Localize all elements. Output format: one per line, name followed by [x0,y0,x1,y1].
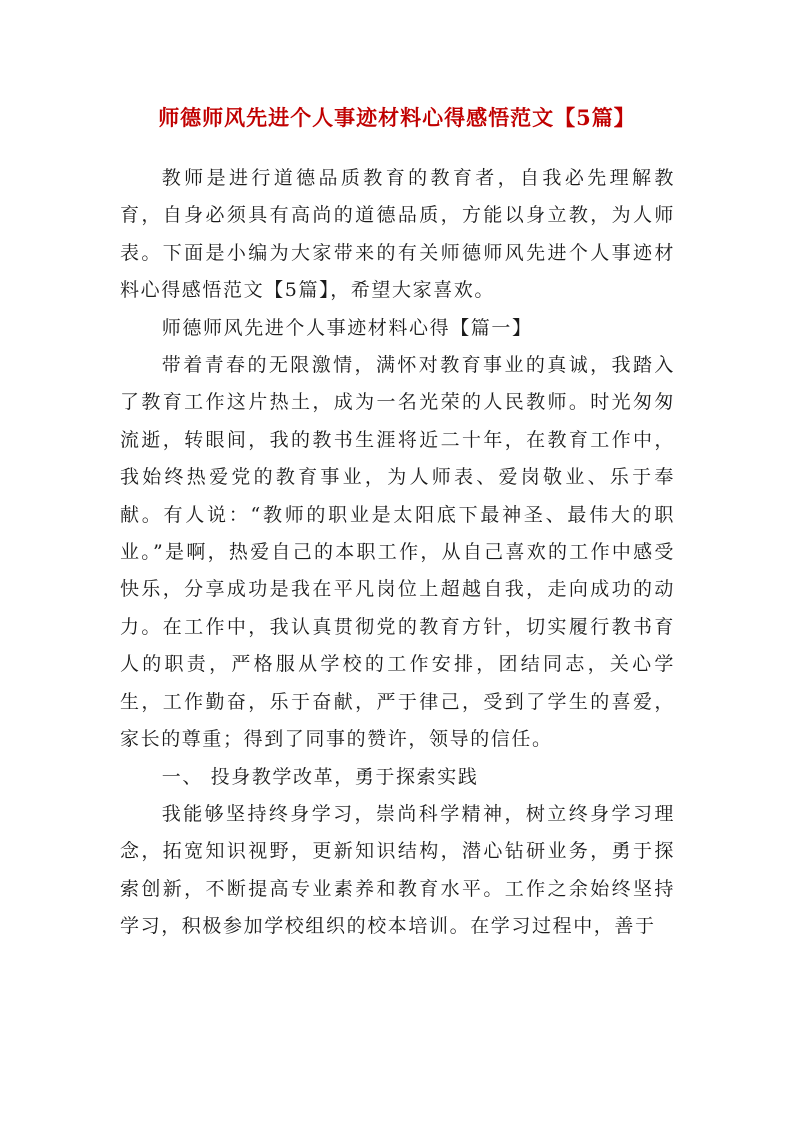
intro-paragraph: 教师是进行道德品质教育的教育者，自我必先理解教育，自身必须具有高尚的道德品质，方能以身立教，为人师表。下面是小编为大家带来的有关师德师风先进个人事迹材料心得感悟范文【5篇】，希望大家喜欢。 [120,167,675,302]
document-title: 师德师风先进个人事迹材料心得感悟范文【5篇】 [158,105,636,130]
body-paragraph: 我能够坚持终身学习，崇尚科学精神，树立终身学习理念，拓宽知识视野，更新知识结构，潜心钻研业务，勇于探索创新，不断提高专业素养和教育水平。工作之余始终坚持学习，积极参加学校组织的校本培训。在学习过程中，善于 [120,802,675,938]
section-heading: 师德师风先进个人事迹材料心得【篇一】 [161,316,533,339]
subsection-heading: 一、 投身教学改革，勇于探索实践 [161,765,479,788]
body-paragraph: 带着青春的无限激情，满怀对教育事业的真诚，我踏入了教育工作这片热土，成为一名光荣的人民教师。时光匆匆流逝，转眼间，我的教书生涯将近二十年，在教育工作中，我始终热爱党的教育事业，为人师表、爱岗敬业、乐于奉献。有人说：“教师的职业是太阳底下最神圣、最伟大的职业。”是啊，热爱自己的本职工作，从自己喜欢的工作中感受快乐，分享成功是我在平凡岗位上超越自我，走向成功的动力。在工作中，我认真贯彻党的教育方针，切实履行教书育人的职责，严格服从学校的工作安排，团结同志，关心学生，工作勤奋，乐于奋献，严于律己，受到了学生的喜爱，家长的尊重；得到了同事的赞许，领导的信任。 [120,354,675,751]
document-body [120,160,675,946]
